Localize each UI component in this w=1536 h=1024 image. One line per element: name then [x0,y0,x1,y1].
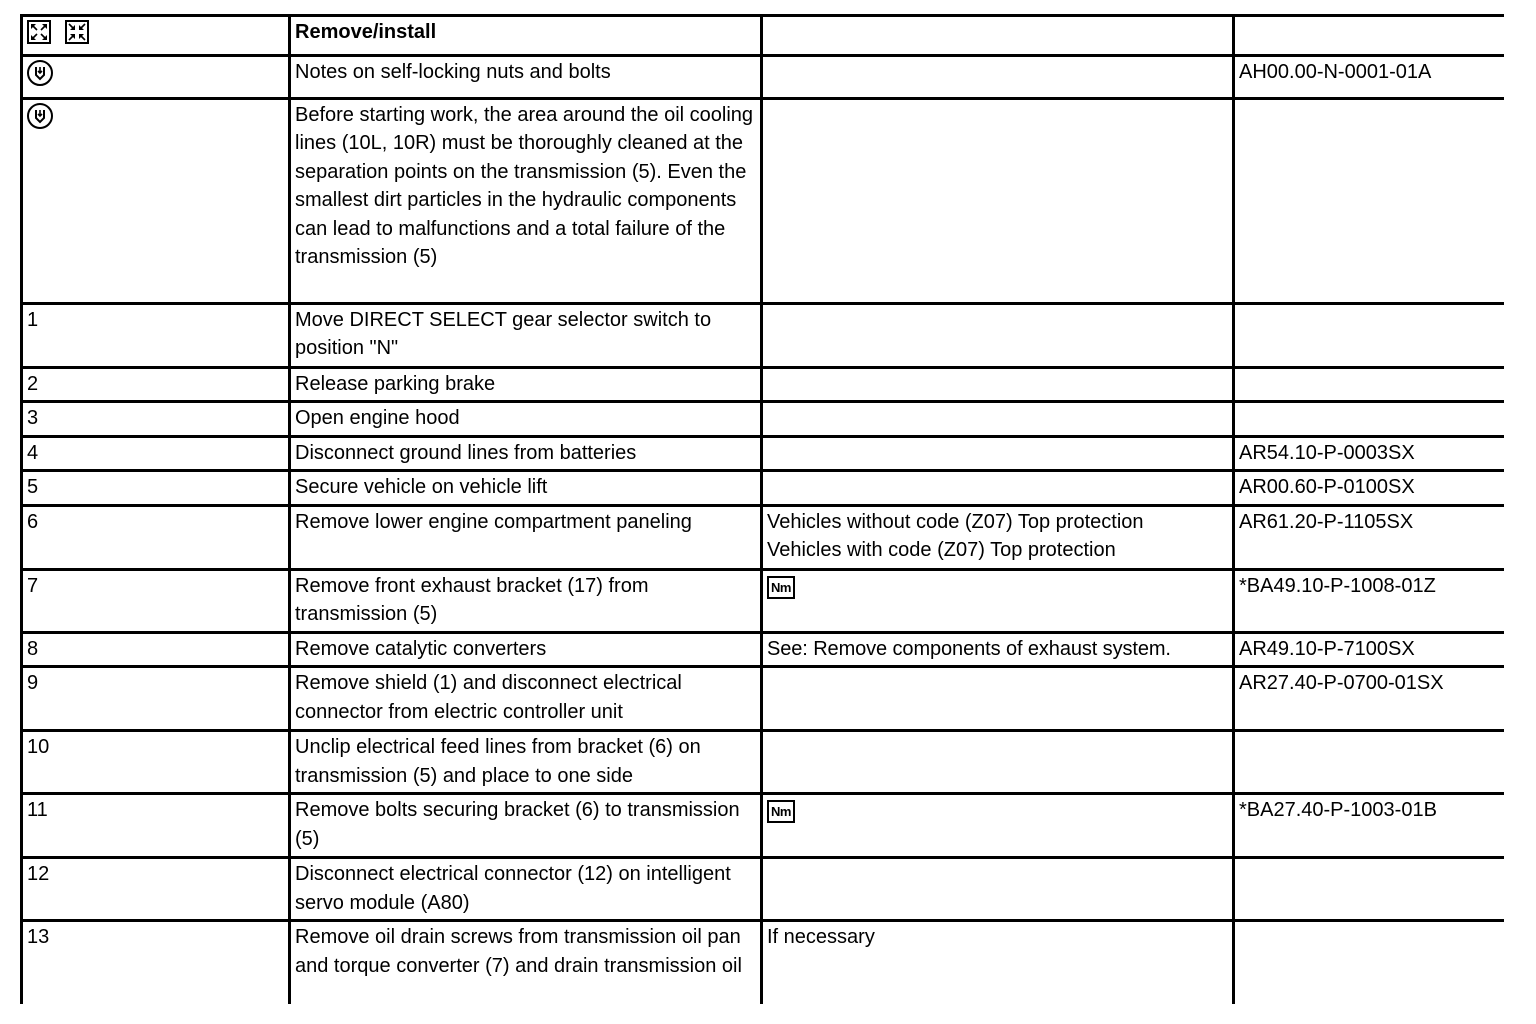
header-row [22,16,1505,56]
table-row [22,858,1505,921]
step-info-line: Vehicles with code (Z07) Top protection [767,539,1116,561]
table-row [22,505,1505,569]
header-title: Remove/install [290,16,762,56]
torque-spec-badge[interactable]: Nm [767,576,795,599]
note-text: Notes on self-locking nuts and bolts [290,56,762,99]
step-text: Secure vehicle on vehicle lift [290,471,762,506]
step-text: Remove catalytic converters [290,632,762,667]
table-row [22,367,1505,402]
table-row [22,569,1505,632]
step-ref-link[interactable] [1234,921,1505,1005]
step-number: 12 [22,858,290,921]
note-icon-cell [22,56,290,99]
step-number: 3 [22,402,290,437]
step-ref-link[interactable] [1234,303,1505,367]
table-row [22,303,1505,367]
step-info [762,667,1234,731]
note-row [22,98,1505,303]
step-number: 7 [22,569,290,632]
note-info [762,98,1234,303]
expand-icon[interactable] [27,20,51,44]
step-ref-link[interactable] [1234,367,1505,402]
step-info [762,471,1234,506]
table-row [22,436,1505,471]
step-number: 4 [22,436,290,471]
table-row [22,794,1505,858]
table-row [22,471,1505,506]
note-ref-link[interactable] [1234,98,1505,303]
step-info [762,303,1234,367]
step-number: 8 [22,632,290,667]
step-text: Disconnect electrical connector (12) on intelligent servo module (A80) [290,858,762,921]
step-text: Remove bolts securing bracket (6) to transmission (5) [290,794,762,858]
step-text: Disconnect ground lines from batteries [290,436,762,471]
collapse-icon[interactable] [65,20,89,44]
procedure-table [20,14,1504,1004]
step-text: Remove lower engine compartment paneling [290,505,762,569]
note-icon[interactable] [27,60,53,86]
step-text: Remove shield (1) and disconnect electrical connector from electric controller unit [290,667,762,731]
step-info [762,505,1234,569]
step-ref-link[interactable]: AR54.10-P-0003SX [1234,436,1505,471]
step-info: See: Remove components of exhaust system. [762,632,1234,667]
step-ref-link[interactable] [1234,402,1505,437]
step-info [762,436,1234,471]
step-info [762,402,1234,437]
table-row [22,632,1505,667]
step-ref-link[interactable]: *BA49.10-P-1008-01Z [1234,569,1505,632]
step-number: 9 [22,667,290,731]
step-info [762,731,1234,794]
step-text: Move DIRECT SELECT gear selector switch to position "N" [290,303,762,367]
step-ref-link[interactable]: AR27.40-P-0700-01SX [1234,667,1505,731]
table-row [22,667,1505,731]
procedure-sheet [20,14,1504,1004]
note-icon[interactable] [27,103,53,129]
step-text: Unclip electrical feed lines from bracket (6) on transmission (5) and place to one side [290,731,762,794]
step-ref-link[interactable] [1234,731,1505,794]
step-number: 6 [22,505,290,569]
step-text: Open engine hood [290,402,762,437]
torque-spec-badge[interactable]: Nm [767,800,795,823]
header-ref-cell [1234,16,1505,56]
step-text: Remove oil drain screws from transmission oil pan and torque converter (7) and drain transmission oil [290,921,762,1005]
step-ref-link[interactable]: AR61.20-P-1105SX [1234,505,1505,569]
step-number: 11 [22,794,290,858]
note-row [22,56,1505,99]
header-info-cell [762,16,1234,56]
note-icon-cell [22,98,290,303]
step-ref-link[interactable] [1234,858,1505,921]
table-row [22,731,1505,794]
step-number: 13 [22,921,290,1005]
step-text: Release parking brake [290,367,762,402]
note-info [762,56,1234,99]
table-row [22,921,1505,1005]
step-info [762,569,1234,632]
step-info [762,367,1234,402]
header-icons-cell [22,16,290,56]
step-info [762,794,1234,858]
table-row [22,402,1505,437]
step-ref-link[interactable]: AR00.60-P-0100SX [1234,471,1505,506]
step-info [762,858,1234,921]
note-ref-link[interactable]: AH00.00-N-0001-01A [1234,56,1505,99]
step-number: 5 [22,471,290,506]
step-number: 2 [22,367,290,402]
note-text: Before starting work, the area around the oil cooling lines (10L, 10R) must be thoroughly cleaned at the separation points on the transmission (5). Even the smallest dirt particles in the hydraulic components can lead to malfunctions and a total failure of the transmission (5) [290,98,762,303]
step-number: 1 [22,303,290,367]
step-info: If necessary [762,921,1234,1005]
step-number: 10 [22,731,290,794]
step-ref-link[interactable]: AR49.10-P-7100SX [1234,632,1505,667]
step-info-line: Vehicles without code (Z07) Top protection [767,510,1144,533]
step-ref-link[interactable]: *BA27.40-P-1003-01B [1234,794,1505,858]
step-text: Remove front exhaust bracket (17) from transmission (5) [290,569,762,632]
